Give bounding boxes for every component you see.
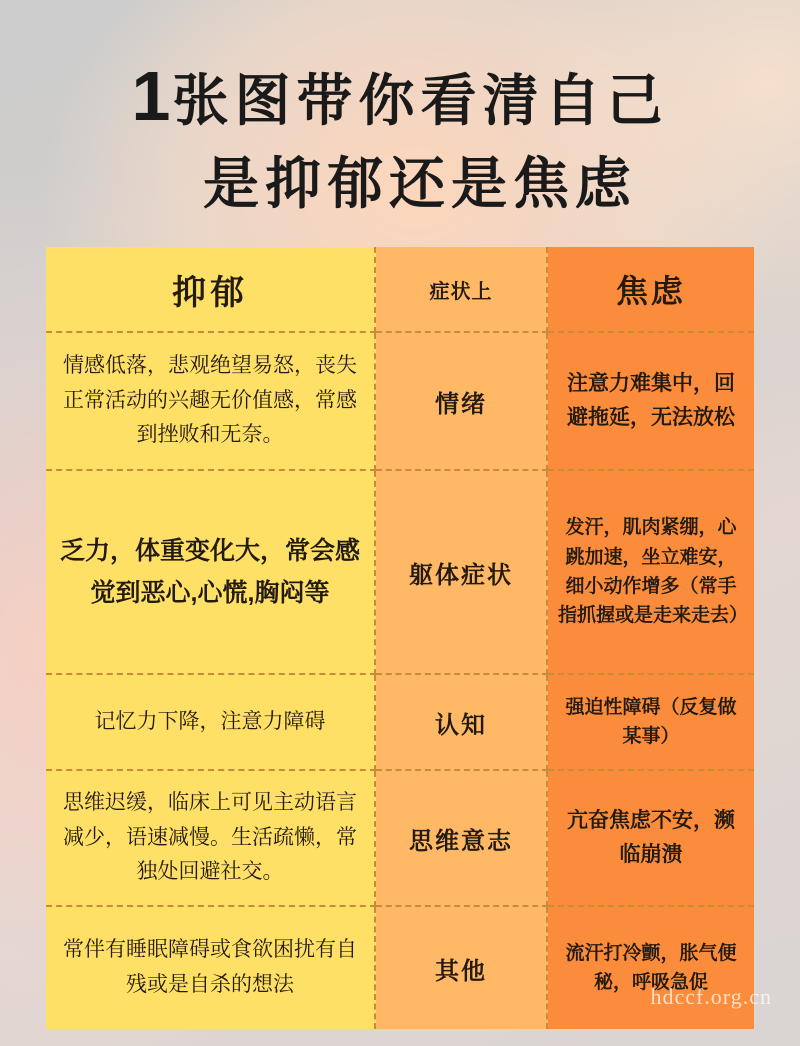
watermark: hdccf.org.cn bbox=[650, 984, 772, 1009]
table-row bbox=[46, 771, 754, 907]
cell-depression-physical: 乏力，体重变化大，常会感觉到恶心,心慌,胸闷等 bbox=[46, 471, 376, 675]
title-line-1-text: 张图带你看清自己 bbox=[172, 69, 669, 132]
header-depression: 抑郁 bbox=[46, 247, 376, 333]
table-row bbox=[46, 675, 754, 771]
cell-category-other: 其他 bbox=[376, 907, 548, 1029]
comparison-table bbox=[46, 247, 754, 1029]
cell-anxiety-cognition: 强迫性障碍（反复做某事） bbox=[548, 675, 754, 771]
cell-anxiety-thinking: 亢奋焦虑不安，濒临崩溃 bbox=[548, 771, 754, 907]
header-anxiety: 焦虑 bbox=[548, 247, 754, 333]
cell-depression-cognition: 记忆力下降，注意力障碍 bbox=[46, 675, 376, 771]
cell-anxiety-emotion: 注意力难集中，回避拖延，无法放松 bbox=[548, 333, 754, 471]
header-category: 症状上 bbox=[376, 247, 548, 333]
title-line-2: 是抑郁还是焦虑 bbox=[203, 151, 637, 215]
cell-depression-thinking: 思维迟缓，临床上可见主动语言减少，语速减慢。生活疏懒，常独处回避社交。 bbox=[46, 771, 376, 907]
cell-depression-emotion: 情感低落，悲观绝望易怒，丧失正常活动的兴趣无价值感，常感到挫败和无奈。 bbox=[46, 333, 376, 471]
table-row bbox=[46, 907, 754, 1029]
cell-category-thinking: 思维意志 bbox=[376, 771, 548, 907]
table-row bbox=[46, 333, 754, 471]
cell-category-emotion: 情绪 bbox=[376, 333, 548, 471]
page-title bbox=[0, 52, 800, 219]
cell-category-physical: 躯体症状 bbox=[376, 471, 548, 675]
cell-anxiety-other: 流汗打冷颤，胀气便秘，呼吸急促 bbox=[548, 907, 754, 1029]
cell-depression-other: 常伴有睡眠障碍或食欲困扰有自残或是自杀的想法 bbox=[46, 907, 376, 1029]
title-line-1 bbox=[0, 52, 800, 142]
cell-category-cognition: 认知 bbox=[376, 675, 548, 771]
table-header-row bbox=[46, 247, 754, 333]
cell-anxiety-physical: 发汗，肌肉紧绷，心跳加速，坐立难安，细小动作增多（常手指抓握或是走来走去） bbox=[548, 471, 754, 675]
table-row bbox=[46, 471, 754, 675]
title-number: 1 bbox=[131, 57, 173, 135]
